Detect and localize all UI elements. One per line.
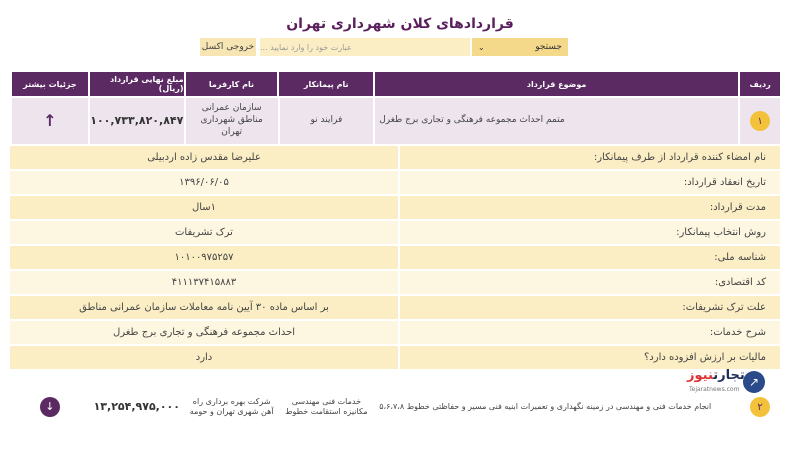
detail-row: [10, 171, 780, 194]
detail-value: ۱سال: [10, 196, 398, 219]
brand-logo-icon: ↗: [743, 371, 765, 393]
table-row[interactable]: [10, 98, 780, 144]
detail-row: [10, 296, 780, 319]
detail-label: مالیات بر ارزش افزوده دارد؟: [400, 346, 780, 369]
detail-value: بر اساس ماده ۳۰ آیین نامه معاملات سازمان عمرانی مناطق: [10, 296, 398, 319]
detail-value: دارد: [10, 346, 398, 369]
details-cell: [12, 98, 88, 144]
detail-label: کد اقتصادی:: [400, 271, 780, 294]
table-row[interactable]: [10, 384, 780, 430]
watermark-url: Tejaratnews.com: [689, 386, 740, 393]
header-employer: نام کارفرما: [186, 72, 278, 96]
header-subject: موضوع قرارداد: [375, 72, 738, 96]
detail-label: شناسه ملی:: [400, 246, 780, 269]
search-select[interactable]: [472, 38, 568, 56]
watermark-brand: [687, 368, 745, 383]
search-input[interactable]: عبارت خود را وارد نمایید ...: [260, 38, 470, 56]
detail-row: [10, 346, 780, 369]
amount-cell: ۱۰۰,۷۳۳,۸۲۰,۸۴۷: [90, 98, 184, 144]
watermark-brand-main: تجارت: [713, 368, 745, 383]
row-number-badge: ۲: [750, 397, 770, 417]
detail-label: تاریخ انعقاد قرارداد:: [400, 171, 780, 194]
subject-cell: متمم احداث مجموعه فرهنگی و تجاری برج طغرل: [375, 98, 738, 144]
search-select-label: جستجو: [535, 42, 562, 52]
detail-row: [10, 146, 780, 169]
detail-value: احداث مجموعه فرهنگی و تجاری برج طغرل: [10, 321, 398, 344]
detail-row: [10, 196, 780, 219]
detail-row: [10, 246, 780, 269]
header-row-number: ردیف: [740, 72, 780, 96]
contractor-cell: خدمات فنی مهندسی مکانیزه استقامت خطوط: [280, 384, 374, 430]
detail-value: ۴۱۱۱۳۷۴۱۵۸۸۳: [10, 271, 398, 294]
subject-cell: انجام خدمات فنی و مهندسی در زمینه نگهداری و تعمیرات ابنیه فنی مسیر و حفاظتی خطوط ۵،۶،۷،۸: [375, 384, 738, 430]
detail-label: علت ترک تشریفات:: [400, 296, 780, 319]
amount-cell: ۱۳,۲۵۴,۹۷۵,۰۰۰: [90, 384, 184, 430]
row-number-badge: ۱: [750, 111, 770, 131]
detail-row: [10, 221, 780, 244]
search-bar: [200, 38, 568, 56]
detail-value: ۱۳۹۶/۰۶/۰۵: [10, 171, 398, 194]
details-panel: [10, 146, 780, 371]
chevron-down-icon: ⌄: [478, 42, 485, 52]
detail-label: شرح خدمات:: [400, 321, 780, 344]
header-amount: مبلغ نهایی قرارداد (ریال): [90, 72, 184, 96]
detail-value: ۱۰۱۰۰۹۷۵۲۵۷: [10, 246, 398, 269]
row-number-cell: [740, 98, 780, 144]
page-title: قراردادهای کلان شهرداری تهران: [286, 16, 514, 32]
expand-arrow-down-icon[interactable]: ↓: [40, 397, 60, 417]
header-contractor: نام پیمانکار: [279, 72, 373, 96]
employer-cell: سازمان عمرانی مناطق شهرداری تهران: [186, 98, 278, 144]
detail-row: [10, 321, 780, 344]
employer-cell: شرکت بهره برداری راه آهن شهری تهران و حومه: [186, 384, 278, 430]
detail-label: نام امضاء کننده قرارداد از طرف پیمانکار:: [400, 146, 780, 169]
detail-value: ترک تشریفات: [10, 221, 398, 244]
watermark-logo: [683, 368, 795, 396]
contractor-cell: فرایند نو: [280, 98, 374, 144]
detail-label: روش انتخاب پیمانکار:: [400, 221, 780, 244]
header-details: جزئیات بیشتر: [12, 72, 88, 96]
collapse-arrow-up-icon[interactable]: ↑: [43, 110, 57, 130]
detail-label: مدت قرارداد:: [400, 196, 780, 219]
details-cell: [12, 384, 88, 430]
detail-row: [10, 271, 780, 294]
detail-value: علیرضا مقدس زاده اردبیلی: [10, 146, 398, 169]
table-header: [10, 72, 780, 96]
export-excel-button[interactable]: خروجی اکسل: [200, 38, 256, 56]
watermark-brand-accent: نیوز: [687, 368, 714, 383]
